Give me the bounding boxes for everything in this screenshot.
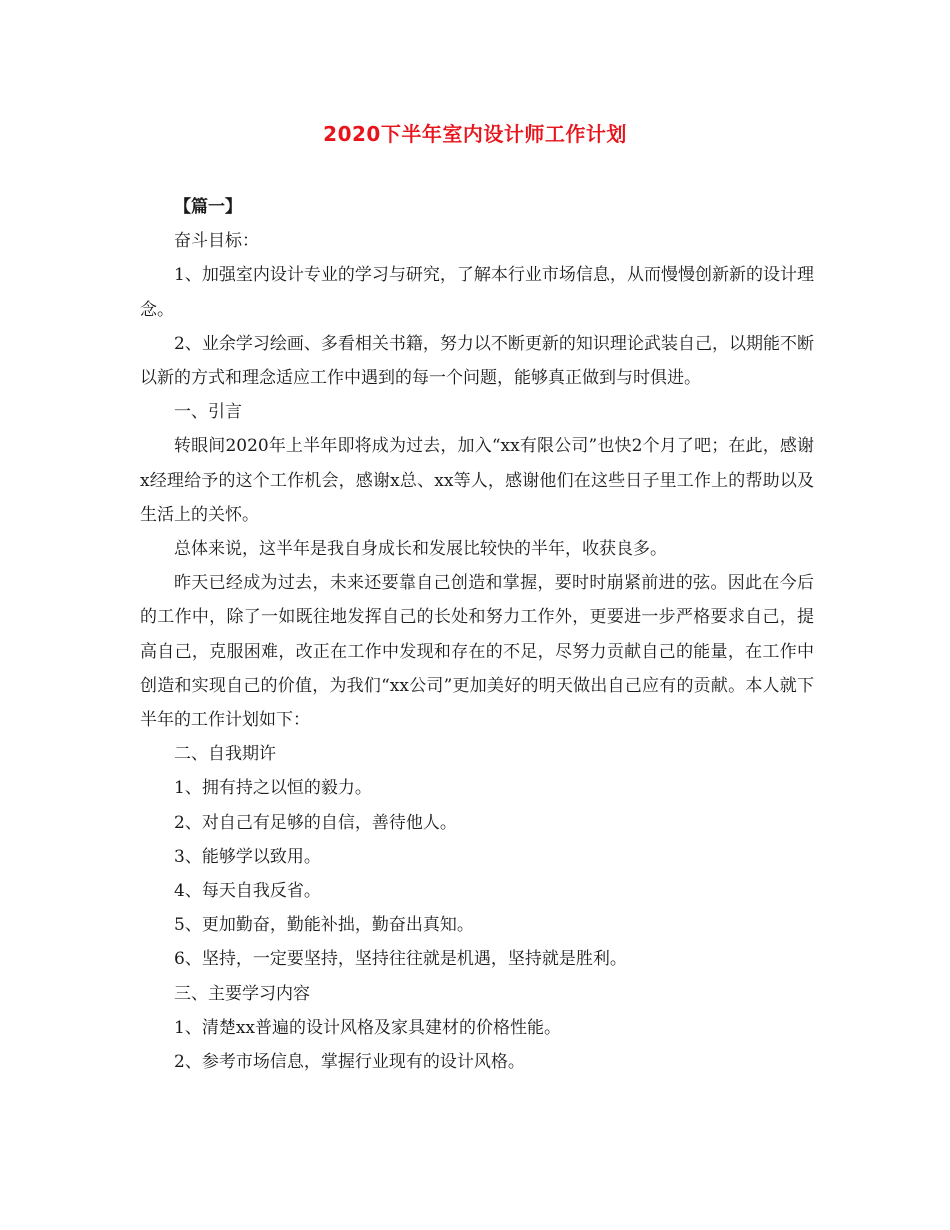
section-heading-introduction: 一、引言	[174, 402, 242, 423]
paragraph-goal-1: 1、加强室内设计专业的学习与研究，了解本行业市场信息，从而慢慢创新新的设计理念。	[140, 265, 814, 320]
list-item-learning-1: 1、清楚xx普遍的设计风格及家具建材的价格性能。	[174, 1017, 561, 1038]
list-item-expectation-4: 4、每天自我反省。	[174, 881, 321, 902]
section-heading-learning-content: 三、主要学习内容	[174, 983, 310, 1004]
list-item-learning-2: 2、参考市场信息，掌握行业现有的设计风格。	[174, 1052, 525, 1073]
paragraph-goals-heading: 奋斗目标：	[174, 231, 259, 252]
list-item-expectation-2: 2、对自己有足够的自信，善待他人。	[174, 812, 457, 833]
document-body	[140, 190, 814, 1079]
section-heading-part-one: 【篇一】	[174, 197, 242, 217]
section-heading-self-expectation: 二、自我期许	[174, 744, 276, 765]
paragraph-introduction: 转眼间2020年上半年即将成为过去，加入“xx有限公司”也快2个月了吧；在此，感谢x经理给予的这个工作机会，感谢x总、xx等人，感谢他们在这些日子里工作上的帮助以及生活上的关怀。	[140, 436, 814, 525]
paragraph-summary: 总体来说，这半年是我自身成长和发展比较快的半年，收获良多。	[174, 539, 667, 560]
list-item-expectation-5: 5、更加勤奋，勤能补拙，勤奋出真知。	[174, 915, 474, 936]
document-title: 2020下半年室内设计师工作计划	[323, 122, 627, 146]
list-item-expectation-6: 6、坚持，一定要坚持，坚持往往就是机遇，坚持就是胜利。	[174, 949, 627, 970]
paragraph-future-work: 昨天已经成为过去，未来还要靠自己创造和掌握，要时时崩紧前进的弦。因此在今后的工作中，除了一如既往地发挥自己的长处和努力工作外，更要进一步严格要求自己，提高自己，克服困难，改正在工作中发现和存在的不足，尽努力贡献自己的能量，在工作中创造和实现自己的价值，为我们“xx公司”更加美好的明天做出自己应有的贡献。本人就下半年的工作计划如下：	[140, 573, 814, 731]
list-item-expectation-3: 3、能够学以致用。	[174, 846, 321, 867]
list-item-expectation-1: 1、拥有持之以恒的毅力。	[174, 778, 372, 799]
paragraph-goal-2: 2、业余学习绘画、多看相关书籍，努力以不断更新的知识理论武装自己，以期能不断以新的方式和理念适应工作中遇到的每一个问题，能够真正做到与时俱进。	[140, 333, 814, 389]
